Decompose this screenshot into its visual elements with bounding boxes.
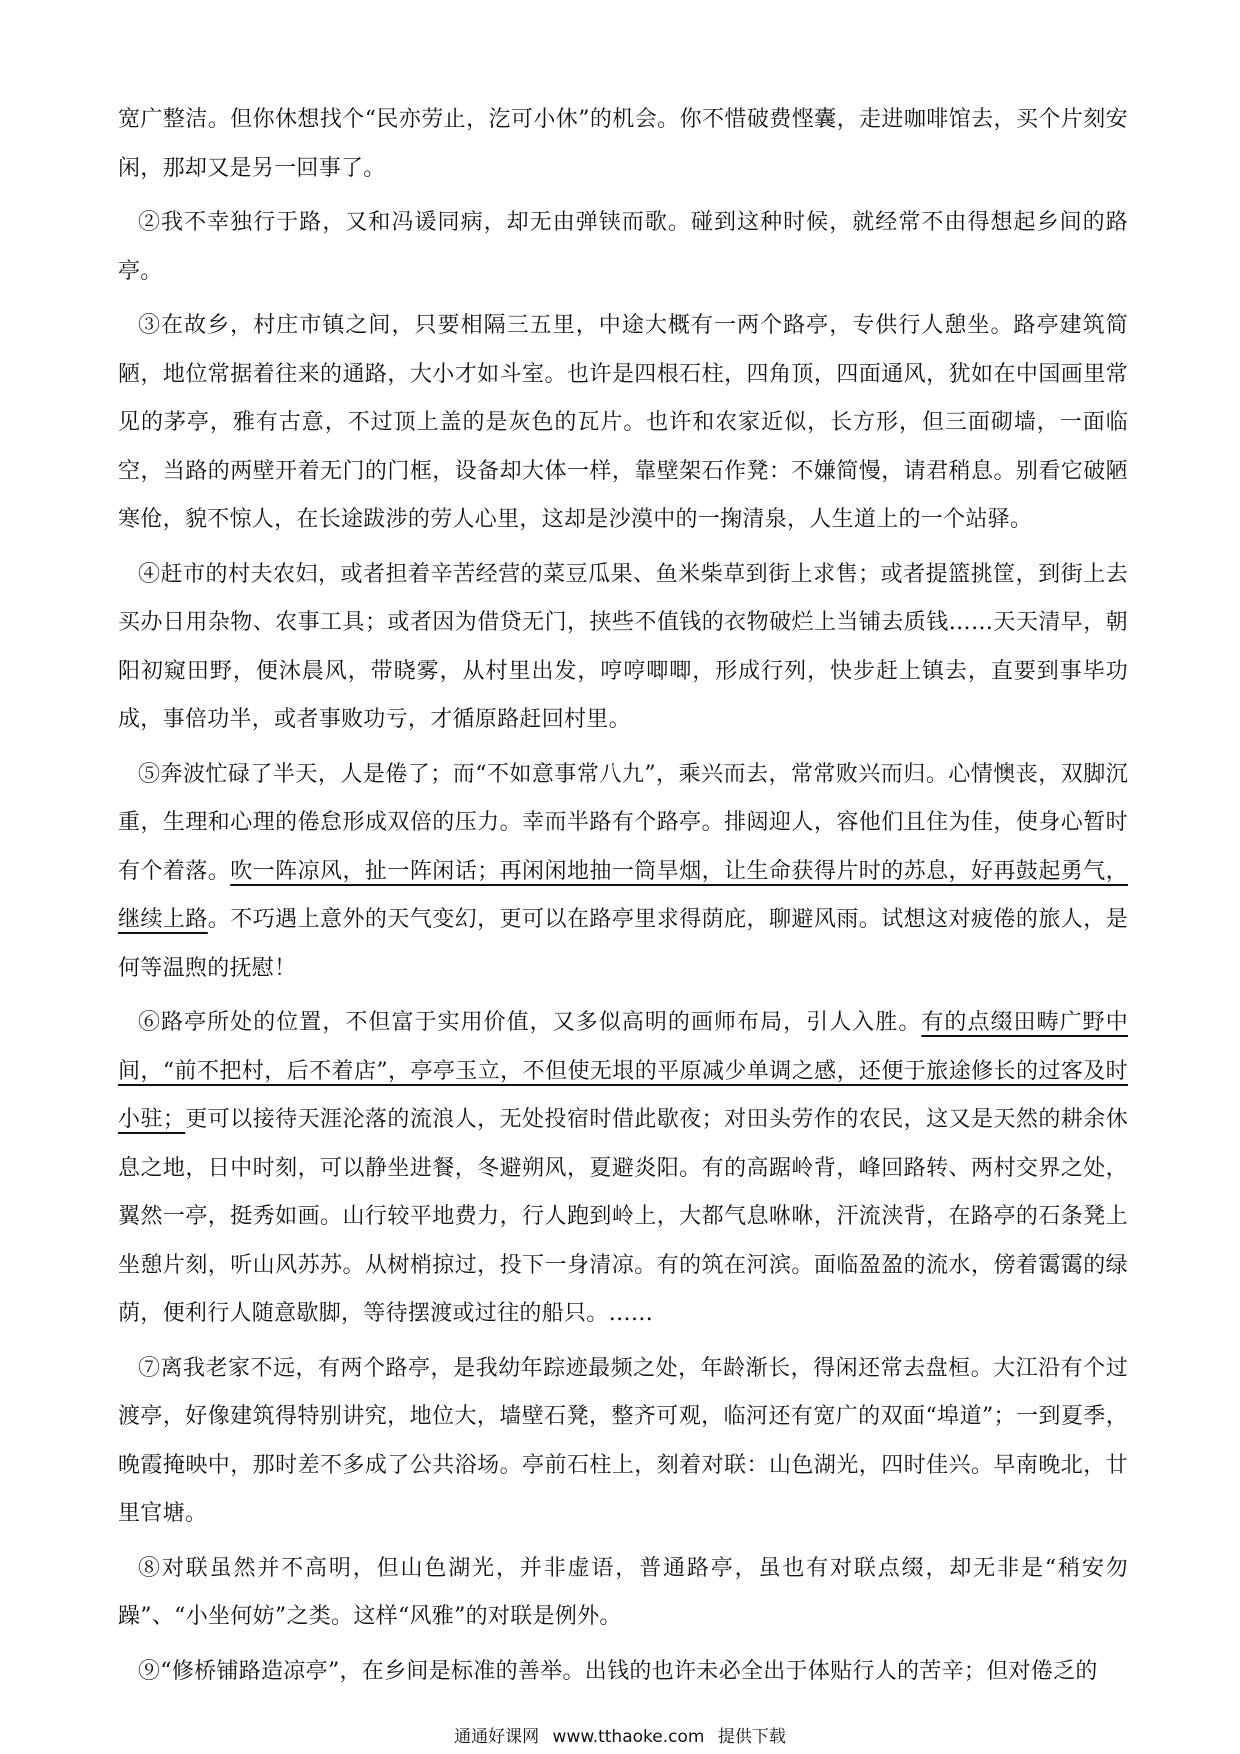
underlined-text: 吹一阵凉风，扯一阵闲话；再闲闲地抽一筒旱烟，让生命获得片时的苏息，好再鼓起勇气，继续上路 <box>118 858 1128 932</box>
paragraph-text: ⑤奔波忙碌了半天，人是倦了；而“不如意事常八九”，乘兴而去，常常败兴而归。心情懊丧，双脚沉重，生理和心理的倦怠形成双倍的压力。幸而半路有个路亭。排闼迎人，容他们且住为佳，使身心暂时有个着落。 <box>118 761 1128 884</box>
paragraph-text: ⑦离我老家不远，有两个路亭，是我幼年踪迹最频之处，年龄渐长，得闲还常去盘桓。大江沿有个过渡亭，好像建筑得特别讲究，地位大，墙壁石凳，整齐可观，临河还有宽广的双面“埠道”；一到夏季，晚霞掩映中，那时差不多成了公共浴场。亭前石柱上，刻着对联：山色湖光，四时佳兴。早南晚北，廿里官塘。 <box>118 1355 1129 1526</box>
paragraph-p9 <box>118 1648 1128 1697</box>
paragraph-p5 <box>118 751 1128 994</box>
paragraph-p3 <box>118 302 1128 545</box>
paragraph-text: ⑧对联虽然并不高明，但山色湖光，并非虚语，普通路亭，虽也有对联点缀，却无非是“稍安勿躁”、“小坐何妨”之类。这样“风雅”的对联是例外。 <box>118 1555 1128 1629</box>
paragraph-text: ⑨“修桥铺路造凉亭”，在乡间是标准的善举。出钱的也许未必全出于体贴行人的苦辛；但对倦乏的 <box>138 1658 1098 1684</box>
article-body <box>118 96 1128 1702</box>
paragraph-p1 <box>118 96 1128 193</box>
footer-note: 提供下载 <box>717 1727 786 1747</box>
paragraph-text: ②我不幸独行于路，又和冯谖同病，却无由弹铗而歌。碰到这种时候，就经常不由得想起乡间的路亭。 <box>118 210 1128 284</box>
paragraph-text: 宽广整洁。但你休想找个“民亦劳止，汔可小休”的机会。你不惜破费悭囊，走进咖啡馆去，买个片刻安闲，那却又是另一回事了。 <box>118 107 1128 181</box>
underlined-text: 有的点缀田畴广野中间，“前不把村，后不着店”，亭亭玉立，不但使无垠的平原减少单调之感，还便于旅途修长的过客及时小驻； <box>118 1010 1128 1132</box>
paragraph-p6 <box>118 999 1128 1339</box>
paragraph-p8 <box>118 1545 1128 1642</box>
paragraph-p7 <box>118 1345 1128 1539</box>
paragraph-text: ④赶市的村夫农妇，或者担着辛苦经营的菜豆瓜果、鱼米柴草到街上求售；或者提篮挑筐，到街上去买办日用杂物、农事工具；或者因为借贷无门，挟些不值钱的衣物破烂上当铺去质钱……天天清早，朝阳初窥田野，便沐晨风，带晓雾，从村里出发，哼哼唧唧，形成行列，快步赶上镇去，直要到事毕功成，事倍功半，或者事败功亏，才循原路赶回村里。 <box>118 561 1128 732</box>
paragraph-text: ③在故乡，村庄市镇之间，只要相隔三五里，中途大概有一两个路亭，专供行人憩坐。路亭建筑简陋，地位常据着往来的通路，大小才如斗室。也许是四根石柱，四角顶，四面通风，犹如在中国画里常见的茅亭，雅有古意，不过顶上盖的是灰色的瓦片。也许和农家近似，长方形，但三面砌墙，一面临空，当路的两壁开着无门的门框，设备却大体一样，靠壁架石作凳：不嫌简慢，请君稍息。别看它破陋寒伧，貌不惊人，在长途跋涉的劳人心里，这却是沙漠中的一掬清泉，人生道上的一个站驿。 <box>118 313 1128 532</box>
footer-url[interactable]: www.tthaoke.com <box>552 1727 705 1747</box>
page-footer <box>0 1722 1240 1747</box>
paragraph-p4 <box>118 551 1128 745</box>
paragraph-text: 。不巧遇上意外的天气变幻，更可以在路亭里求得荫庇，聊避风雨。试想这对疲倦的旅人，是何等温煦的抚慰！ <box>118 907 1128 981</box>
paragraph-p2 <box>118 199 1128 296</box>
paragraph-text: ⑥路亭所处的位置，不但富于实用价值，又多似高明的画师布局，引人入胜。 <box>138 1010 922 1035</box>
paragraph-text: 更可以接待天涯沦落的流浪人，无处投宿时借此歇夜；对田头劳作的农民，这又是天然的耕余休息之地，日中时刻，可以静坐进餐，冬避朔风，夏避炎阳。有的高踞岭背，峰回路转、两村交界之处，翼然一亭，挺秀如画。山行较平地费力，行人跑到岭上，大都气息咻咻，汗流浃背，在路亭的石条凳上坐憩片刻，听山风苏苏。从树梢掠过，投下一身清凉。有的筑在河滨。面临盈盈的流水，傍着霭霭的绿荫，便利行人随意歇脚，等待摆渡或过往的船只。…… <box>118 1107 1128 1326</box>
footer-site-name: 通通好课网 <box>454 1727 540 1747</box>
